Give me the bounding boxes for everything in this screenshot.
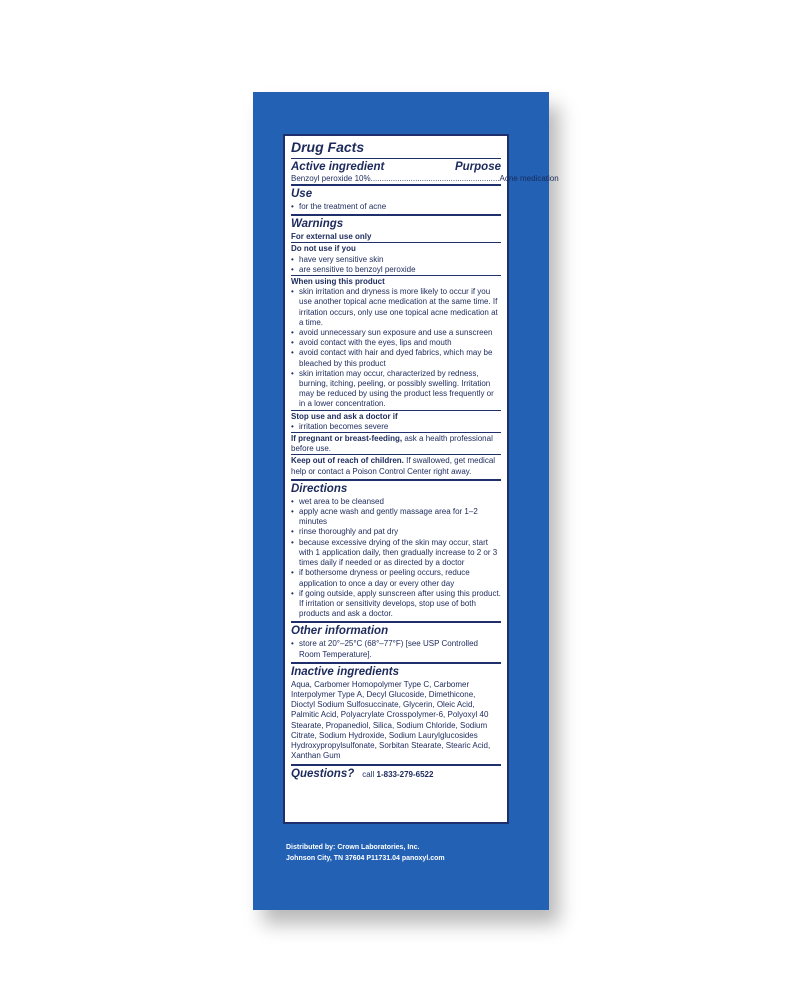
inactive-ingredients-section (291, 662, 501, 765)
when-using-subsection (291, 275, 501, 410)
other-information-list (291, 639, 501, 661)
stop-use-list (291, 422, 501, 432)
pregnancy-warning-text: ask a health professional before use. (291, 434, 493, 454)
drug-facts-title: Drug Facts (291, 139, 365, 155)
do-not-use-subsection (291, 242, 501, 275)
pregnancy-warning-lead: If pregnant or breast-feeding, (291, 434, 403, 444)
questions-phone-number: 1-833-279-6522 (376, 770, 434, 780)
other-information-heading: Other information (291, 625, 389, 638)
list-item: • wet area to be cleansed (291, 497, 501, 507)
use-section (291, 184, 501, 214)
inactive-ingredients-heading: Inactive ingredients (291, 665, 400, 678)
warnings-section (291, 214, 501, 479)
directions-section (291, 479, 501, 621)
stop-use-heading: Stop use and ask a doctor if (291, 411, 398, 421)
children-warning (291, 454, 501, 478)
list-item: • skin irritation may occur, characterized by redness, burning, itching, peeling, or possibly swelling. Irritation may be reduced by using the product less frequently or in a lower concentration. (291, 369, 501, 410)
drug-facts-panel (283, 134, 559, 824)
list-item: • avoid unnecessary sun exposure and use a sunscreen (291, 328, 501, 338)
list-item: • have very sensitive skin (291, 255, 501, 265)
list-item: • rinse thoroughly and pat dry (291, 527, 501, 537)
distributor-line-2: Johnson City, TN 37604 P11731.04 panoxyl.com (286, 855, 445, 862)
active-ingredient-heading: Active ingredient (291, 161, 385, 173)
external-use-note: For external use only (291, 232, 372, 242)
list-item: • if going outside, apply sunscreen after using this product. If irritation or sensitivity develops, stop use of both products and ask a doctor. (291, 589, 501, 620)
active-ingredient-header (291, 158, 501, 174)
product-box-back (253, 92, 559, 910)
distributor-footer (286, 842, 536, 864)
when-using-heading: When using this product (291, 277, 385, 287)
questions-contact (362, 770, 433, 780)
directions-heading: Directions (291, 482, 348, 495)
use-heading: Use (291, 188, 313, 200)
active-ingredient-row (291, 174, 559, 184)
stop-use-subsection (291, 410, 501, 432)
questions-call-label: call (362, 770, 377, 780)
do-not-use-heading: Do not use if you (291, 244, 356, 254)
list-item: • avoid contact with the eyes, lips and mouth (291, 338, 501, 348)
list-item: • because excessive drying of the skin may occur, start with 1 application daily, then gradually increase to 2 or 3 times daily if needed or as directed by a doctor (291, 538, 501, 569)
children-warning-lead: Keep out of reach of children. (291, 456, 404, 466)
inactive-ingredients-text: Aqua, Carbomer Homopolymer Type C, Carbomer Interpolymer Type A, Decyl Glucoside, Dimethicone, Dioctyl Sodium Sulfosuccinate, Glycerin, Oleic Acid, Palmitic Acid, Polyacrylate Crosspolymer-6, Polyoxyl 40 Stearate, Propanediol, Silica, Sodium Chloride, Sodium Citrate, Sodium Hydroxide, Sodium Laurylglucosides Hydroxypropylsulfonate, Sorbitan Stearate, Stearic Acid, Xanthan Gum (291, 679, 491, 761)
questions-row (291, 768, 501, 781)
list-item: • store at 20°–25°C (68°–77°F) [see USP Controlled Room Temperature]. (291, 639, 501, 659)
list-item: • skin irritation and dryness is more likely to occur if you use another topical acne medication at the same time. If irritation occurs, only use one topical acne medication at a time. (291, 287, 501, 328)
warnings-heading: Warnings (291, 218, 344, 231)
list-item: • are sensitive to benzoyl peroxide (291, 265, 501, 275)
list-item: • irritation becomes severe (291, 422, 501, 432)
active-ingredient-name: Benzoyl peroxide 10% (291, 174, 371, 183)
questions-heading: Questions? (291, 768, 355, 781)
list-item: • for the treatment of acne (291, 202, 501, 212)
other-information-section (291, 621, 501, 661)
active-ingredient-leader: .......................................................... (370, 174, 500, 183)
list-item: • avoid contact with hair and dyed fabrics, which may be bleached by this product (291, 348, 501, 368)
active-ingredient-purpose: Acne medication (499, 174, 559, 183)
do-not-use-list (291, 255, 501, 275)
pregnancy-warning (291, 432, 501, 454)
list-item: • if bothersome dryness or peeling occurs, reduce application to once a day or every other day (291, 568, 501, 588)
children-warning-text: If swallowed, get medical help or contact a Poison Control Center right away. (291, 456, 496, 476)
directions-list (291, 497, 501, 621)
when-using-list (291, 287, 501, 409)
purpose-heading: Purpose (454, 161, 501, 173)
list-item: • apply acne wash and gently massage area for 1–2 minutes (291, 507, 501, 527)
use-list (291, 202, 501, 212)
questions-section (291, 764, 501, 781)
distributor-line-1: Distributed by: Crown Laboratories, Inc. (286, 844, 420, 851)
drug-facts-header-section (291, 139, 559, 184)
